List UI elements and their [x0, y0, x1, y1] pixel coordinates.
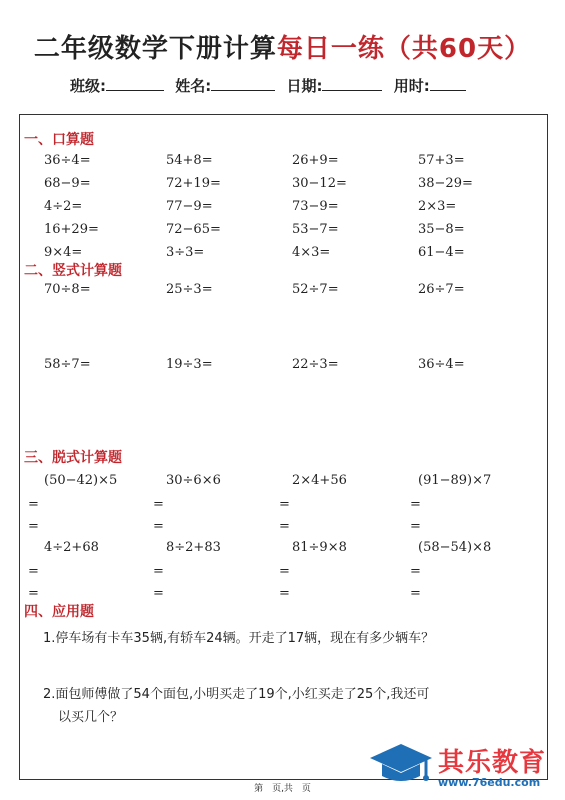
- name-blank[interactable]: [211, 76, 275, 91]
- stepwise-problem: (91−89)×7: [418, 473, 492, 488]
- page-title: [0, 28, 565, 65]
- equals-sign: =: [279, 586, 290, 601]
- section-vertical: 二、竖式计算题: [24, 263, 122, 279]
- page-footer: 第 页,共 页: [254, 784, 311, 794]
- brand-logo: [368, 740, 558, 795]
- equals-sign: =: [153, 497, 164, 512]
- vertical-problem: 19÷3=: [166, 357, 213, 372]
- equals-sign: =: [410, 564, 421, 579]
- equals-sign: =: [279, 519, 290, 534]
- equals-sign: =: [28, 564, 39, 579]
- oral-problem: 72−65=: [166, 222, 221, 237]
- oral-problem: 72+19=: [166, 176, 221, 191]
- class-blank[interactable]: [106, 76, 164, 91]
- equals-sign: =: [153, 564, 164, 579]
- class-label: 班级:: [70, 77, 106, 95]
- time-label: 用时:: [393, 77, 430, 95]
- equals-sign: =: [28, 586, 39, 601]
- oral-problem: 68−9=: [44, 176, 91, 191]
- stepwise-problem: 4÷2+68: [44, 540, 99, 555]
- equals-sign: =: [153, 519, 164, 534]
- graduation-cap-icon: [368, 740, 434, 790]
- equals-sign: =: [279, 564, 290, 579]
- date-blank[interactable]: [322, 76, 382, 91]
- oral-problem: 4÷2=: [44, 199, 83, 214]
- word-problem-2b: 以买几个？: [58, 710, 124, 725]
- oral-problem: 16+29=: [44, 222, 99, 237]
- equals-sign: =: [153, 586, 164, 601]
- info-row: [70, 75, 472, 96]
- oral-problem: 2×3=: [418, 199, 457, 214]
- oral-problem: 61−4=: [418, 245, 465, 260]
- oral-problem: 77−9=: [166, 199, 213, 214]
- equals-sign: =: [279, 497, 290, 512]
- vertical-problem: 58÷7=: [44, 357, 91, 372]
- brand-url: www.76edu.com: [438, 776, 541, 789]
- section-oral: 一、口算题: [24, 132, 94, 148]
- vertical-problem: 26÷7=: [418, 282, 465, 297]
- date-label: 日期:: [286, 77, 323, 95]
- oral-problem: 30−12=: [292, 176, 347, 191]
- vertical-problem: 25÷3=: [166, 282, 213, 297]
- stepwise-problem: 30÷6×6: [166, 473, 221, 488]
- equals-sign: =: [410, 497, 421, 512]
- name-label: 姓名:: [175, 77, 212, 95]
- oral-problem: 36÷4=: [44, 153, 91, 168]
- equals-sign: =: [410, 519, 421, 534]
- oral-problem: 54+8=: [166, 153, 213, 168]
- oral-problem: 73−9=: [292, 199, 339, 214]
- oral-problem: 4×3=: [292, 245, 331, 260]
- time-blank[interactable]: [430, 76, 466, 91]
- section-word: 四、应用题: [24, 604, 94, 620]
- stepwise-problem: (50−42)×5: [44, 473, 118, 488]
- oral-problem: 35−8=: [418, 222, 465, 237]
- oral-problem: 57+3=: [418, 153, 465, 168]
- equals-sign: =: [410, 586, 421, 601]
- title-main: 二年级数学下册计算: [33, 34, 277, 64]
- oral-problem: 9×4=: [44, 245, 83, 260]
- stepwise-problem: (58−54)×8: [418, 540, 492, 555]
- title-highlight: 每日一练（共60天）: [276, 34, 532, 64]
- oral-problem: 3÷3=: [166, 245, 205, 260]
- oral-problem: 26+9=: [292, 153, 339, 168]
- stepwise-problem: 8÷2+83: [166, 540, 221, 555]
- vertical-problem: 70÷8=: [44, 282, 91, 297]
- section-stepwise: 三、脱式计算题: [24, 450, 122, 466]
- vertical-problem: 22÷3=: [292, 357, 339, 372]
- word-problem-2a: 2.面包师傅做了54个面包,小明买走了19个,小红买走了25个,我还可: [43, 687, 430, 702]
- oral-problem: 53−7=: [292, 222, 339, 237]
- word-problem-1: 1.停车场有卡车35辆,有轿车24辆。开走了17辆，现在有多少辆车？: [43, 631, 435, 646]
- stepwise-problem: 2×4+56: [292, 473, 347, 488]
- vertical-problem: 52÷7=: [292, 282, 339, 297]
- vertical-problem: 36÷4=: [418, 357, 465, 372]
- brand-name: 其乐教育: [438, 748, 547, 778]
- equals-sign: =: [28, 519, 39, 534]
- stepwise-problem: 81÷9×8: [292, 540, 347, 555]
- oral-problem: 38−29=: [418, 176, 473, 191]
- equals-sign: =: [28, 497, 39, 512]
